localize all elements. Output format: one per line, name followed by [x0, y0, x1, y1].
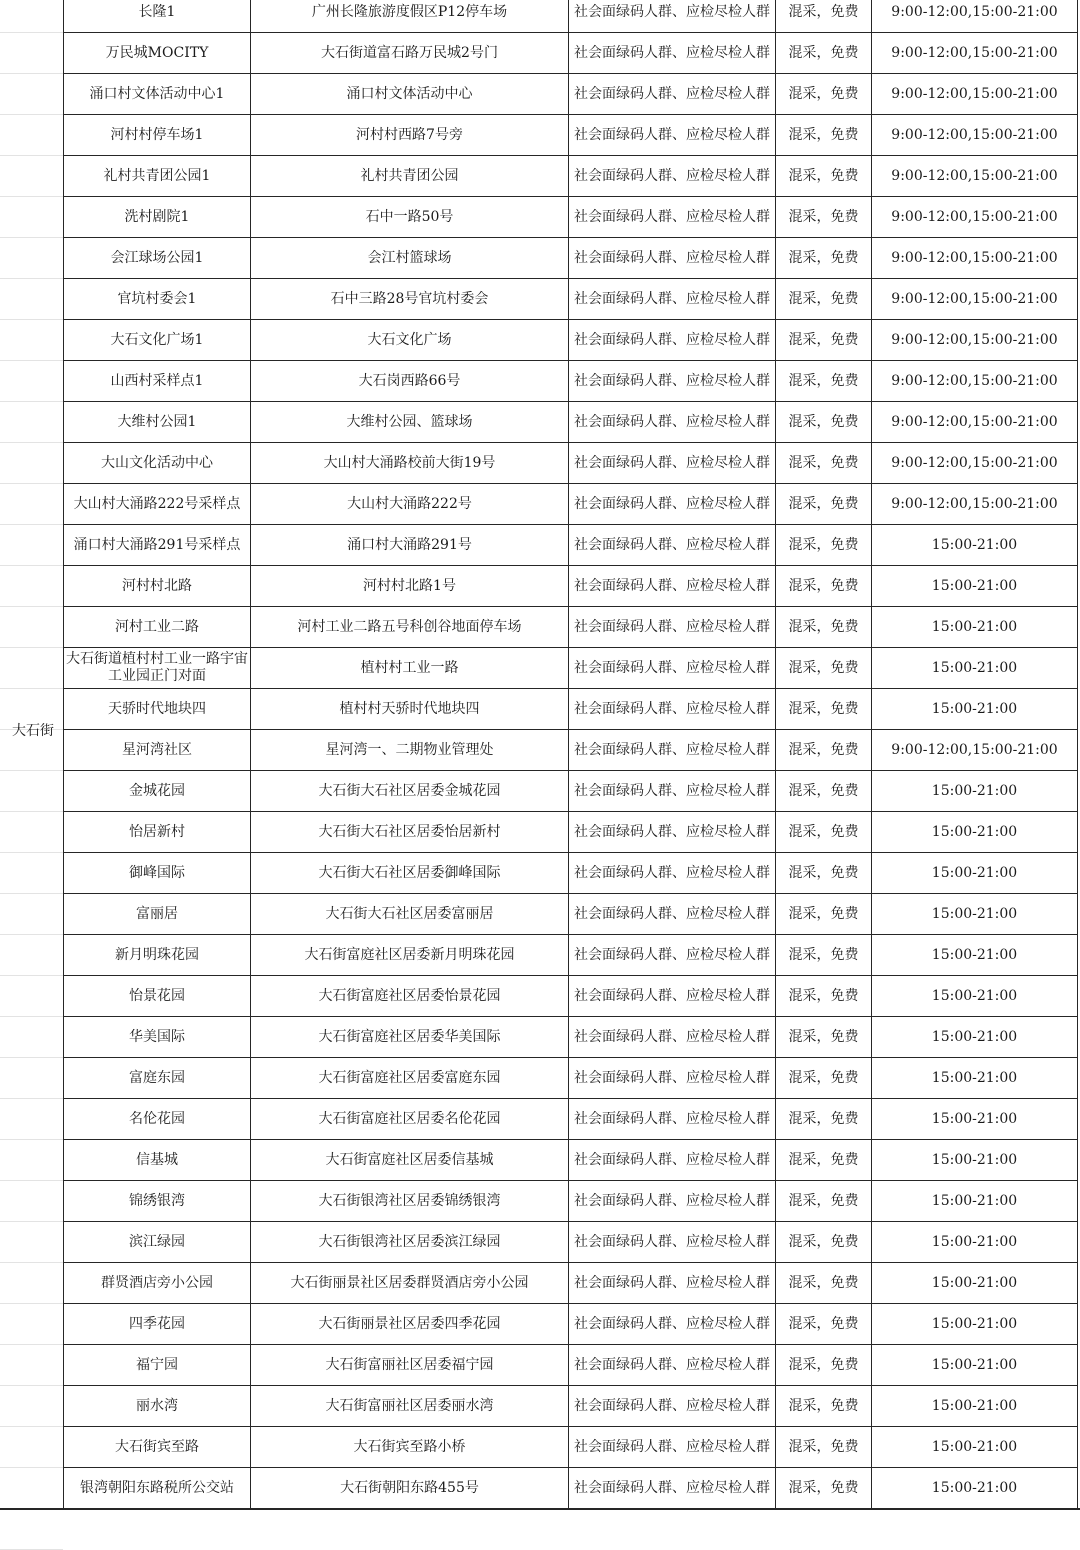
table-row	[64, 689, 1078, 730]
site-name-cell: 河村村停车场1	[64, 115, 251, 156]
address-cell: 大石街富庭社区居委怡景花园	[251, 976, 569, 1017]
hours-cell: 9:00-12:00,15:00-21:00	[872, 730, 1078, 771]
method-fee-cell: 混采，免费	[776, 648, 872, 689]
table-row	[64, 1468, 1078, 1509]
method-fee-cell: 混采，免费	[776, 566, 872, 607]
hours-cell: 15:00-21:00	[872, 607, 1078, 648]
sheet-gridline	[0, 1057, 63, 1058]
target-group-cell: 社会面绿码人群、应检尽检人群	[569, 648, 776, 689]
method-fee-cell: 混采，免费	[776, 689, 872, 730]
sheet-gridline	[0, 442, 63, 443]
target-group-cell: 社会面绿码人群、应检尽检人群	[569, 1181, 776, 1222]
sheet-gridline	[0, 319, 63, 320]
site-name-cell: 洗村剧院1	[64, 197, 251, 238]
method-fee-cell: 混采，免费	[776, 1263, 872, 1304]
hours-cell: 15:00-21:00	[872, 1468, 1078, 1509]
sheet-gridline	[0, 1016, 63, 1017]
hours-cell: 9:00-12:00,15:00-21:00	[872, 238, 1078, 279]
sheet-gridline	[0, 770, 63, 771]
target-group-cell: 社会面绿码人群、应检尽检人群	[569, 443, 776, 484]
site-name-cell: 会江球场公园1	[64, 238, 251, 279]
hours-cell: 15:00-21:00	[872, 1345, 1078, 1386]
target-group-cell: 社会面绿码人群、应检尽检人群	[569, 1099, 776, 1140]
sheet-gridline	[0, 688, 63, 689]
method-fee-cell: 混采，免费	[776, 894, 872, 935]
site-name-cell: 金城花园	[64, 771, 251, 812]
method-fee-cell: 混采，免费	[776, 1058, 872, 1099]
site-name-cell: 大山文化活动中心	[64, 443, 251, 484]
site-name-cell: 怡居新村	[64, 812, 251, 853]
target-group-cell: 社会面绿码人群、应检尽检人群	[569, 484, 776, 525]
sheet-gridline	[0, 852, 63, 853]
site-name-cell: 大山村大涌路222号采样点	[64, 484, 251, 525]
sheet-gridline	[0, 483, 63, 484]
address-cell: 河村村北路1号	[251, 566, 569, 607]
target-group-cell: 社会面绿码人群、应检尽检人群	[569, 361, 776, 402]
site-name-cell: 怡景花园	[64, 976, 251, 1017]
sheet-gridline	[0, 360, 63, 361]
sheet-gridline	[0, 1098, 63, 1099]
sheet-gridline	[0, 237, 63, 238]
sheet-gridline	[0, 32, 63, 33]
sheet-gridline	[0, 647, 63, 648]
sheet-gridline	[0, 893, 63, 894]
method-fee-cell: 混采，免费	[776, 730, 872, 771]
target-group-cell: 社会面绿码人群、应检尽检人群	[569, 1058, 776, 1099]
sheet-gridline	[0, 975, 63, 976]
method-fee-cell: 混采，免费	[776, 33, 872, 74]
method-fee-cell: 混采，免费	[776, 279, 872, 320]
sheet-gridline	[0, 524, 63, 525]
hours-cell: 15:00-21:00	[872, 566, 1078, 607]
site-name-cell: 华美国际	[64, 1017, 251, 1058]
hours-cell: 15:00-21:00	[872, 976, 1078, 1017]
address-cell: 石中三路28号官坑村委会	[251, 279, 569, 320]
hours-cell: 15:00-21:00	[872, 1017, 1078, 1058]
target-group-cell: 社会面绿码人群、应检尽检人群	[569, 279, 776, 320]
method-fee-cell: 混采，免费	[776, 935, 872, 976]
hours-cell: 15:00-21:00	[872, 1140, 1078, 1181]
address-cell: 大石街大石社区居委御峰国际	[251, 853, 569, 894]
address-cell: 大石街大石社区居委金城花园	[251, 771, 569, 812]
site-name-cell: 涌口村大涌路291号采样点	[64, 525, 251, 566]
site-name-cell: 礼村共青团公园1	[64, 156, 251, 197]
sheet-gridline	[0, 1467, 63, 1468]
hours-cell: 9:00-12:00,15:00-21:00	[872, 402, 1078, 443]
address-cell: 河村村西路7号旁	[251, 115, 569, 156]
site-name-cell: 星河湾社区	[64, 730, 251, 771]
sheet-gridline	[0, 565, 63, 566]
hours-cell: 15:00-21:00	[872, 812, 1078, 853]
site-name-cell: 大石街宾至路	[64, 1427, 251, 1468]
target-group-cell: 社会面绿码人群、应检尽检人群	[569, 320, 776, 361]
table-row	[64, 935, 1078, 976]
hours-cell: 15:00-21:00	[872, 894, 1078, 935]
hours-cell: 15:00-21:00	[872, 689, 1078, 730]
target-group-cell: 社会面绿码人群、应检尽检人群	[569, 1345, 776, 1386]
hours-cell: 15:00-21:00	[872, 1263, 1078, 1304]
hours-cell: 15:00-21:00	[872, 935, 1078, 976]
method-fee-cell: 混采，免费	[776, 402, 872, 443]
address-cell: 大石街银湾社区居委锦绣银湾	[251, 1181, 569, 1222]
table-row	[64, 0, 1078, 33]
hours-cell: 15:00-21:00	[872, 771, 1078, 812]
site-name-cell: 河村工业二路	[64, 607, 251, 648]
site-name-cell: 富庭东园	[64, 1058, 251, 1099]
address-cell: 石中一路50号	[251, 197, 569, 238]
hours-cell: 9:00-12:00,15:00-21:00	[872, 0, 1078, 33]
hours-cell: 9:00-12:00,15:00-21:00	[872, 156, 1078, 197]
sheet-gridline	[0, 278, 63, 279]
sheet-gridline	[0, 1139, 63, 1140]
sheet-gridline	[0, 1385, 63, 1386]
method-fee-cell: 混采，免费	[776, 1222, 872, 1263]
method-fee-cell: 混采，免费	[776, 115, 872, 156]
address-cell: 大石街富庭社区居委富庭东园	[251, 1058, 569, 1099]
site-name-cell: 山西村采样点1	[64, 361, 251, 402]
method-fee-cell: 混采，免费	[776, 1181, 872, 1222]
table-row	[64, 115, 1078, 156]
target-group-cell: 社会面绿码人群、应检尽检人群	[569, 115, 776, 156]
address-cell: 植村村天骄时代地块四	[251, 689, 569, 730]
target-group-cell: 社会面绿码人群、应检尽检人群	[569, 1427, 776, 1468]
site-name-cell: 名伦花园	[64, 1099, 251, 1140]
method-fee-cell: 混采，免费	[776, 320, 872, 361]
address-cell: 大石街富庭社区居委华美国际	[251, 1017, 569, 1058]
site-name-cell: 大石街道植村村工业一路宇宙工业园正门对面	[64, 648, 251, 689]
address-cell: 涌口村文体活动中心	[251, 74, 569, 115]
table-row	[64, 771, 1078, 812]
address-cell: 大石街朝阳东路455号	[251, 1468, 569, 1509]
sheet-gridline	[0, 155, 63, 156]
bottom-border	[0, 1508, 1080, 1510]
table-row	[64, 1140, 1078, 1181]
hours-cell: 15:00-21:00	[872, 1181, 1078, 1222]
hours-cell: 15:00-21:00	[872, 1058, 1078, 1099]
address-cell: 大石街宾至路小桥	[251, 1427, 569, 1468]
sheet-gridline	[0, 73, 63, 74]
hours-cell: 9:00-12:00,15:00-21:00	[872, 279, 1078, 320]
address-cell: 植村村工业一路	[251, 648, 569, 689]
table-row	[64, 1345, 1078, 1386]
address-cell: 大维村公园、篮球场	[251, 402, 569, 443]
table-row	[64, 853, 1078, 894]
target-group-cell: 社会面绿码人群、应检尽检人群	[569, 33, 776, 74]
address-cell: 大石街丽景社区居委四季花园	[251, 1304, 569, 1345]
target-group-cell: 社会面绿码人群、应检尽检人群	[569, 812, 776, 853]
table-row	[64, 1099, 1078, 1140]
target-group-cell: 社会面绿码人群、应检尽检人群	[569, 976, 776, 1017]
target-group-cell: 社会面绿码人群、应检尽检人群	[569, 566, 776, 607]
hours-cell: 9:00-12:00,15:00-21:00	[872, 74, 1078, 115]
hours-cell: 9:00-12:00,15:00-21:00	[872, 115, 1078, 156]
table-body	[64, 0, 1078, 1509]
target-group-cell: 社会面绿码人群、应检尽检人群	[569, 74, 776, 115]
address-cell: 大石街大石社区居委富丽居	[251, 894, 569, 935]
target-group-cell: 社会面绿码人群、应检尽检人群	[569, 771, 776, 812]
table-row	[64, 156, 1078, 197]
target-group-cell: 社会面绿码人群、应检尽检人群	[569, 894, 776, 935]
sheet-gridline	[0, 196, 63, 197]
hours-cell: 15:00-21:00	[872, 1427, 1078, 1468]
method-fee-cell: 混采，免费	[776, 74, 872, 115]
address-cell: 星河湾一、二期物业管理处	[251, 730, 569, 771]
site-name-cell: 河村村北路	[64, 566, 251, 607]
sheet-gridline	[0, 1426, 63, 1427]
method-fee-cell: 混采，免费	[776, 607, 872, 648]
target-group-cell: 社会面绿码人群、应检尽检人群	[569, 0, 776, 33]
table-row	[64, 1181, 1078, 1222]
method-fee-cell: 混采，免费	[776, 361, 872, 402]
table-row	[64, 1222, 1078, 1263]
hours-cell: 15:00-21:00	[872, 1222, 1078, 1263]
method-fee-cell: 混采，免费	[776, 812, 872, 853]
method-fee-cell: 混采，免费	[776, 238, 872, 279]
site-name-cell: 长隆1	[64, 0, 251, 33]
site-name-cell: 大石文化广场1	[64, 320, 251, 361]
site-name-cell: 信基城	[64, 1140, 251, 1181]
table-row	[64, 279, 1078, 320]
hours-cell: 9:00-12:00,15:00-21:00	[872, 33, 1078, 74]
site-name-cell: 群贤酒店旁小公园	[64, 1263, 251, 1304]
site-name-cell: 银湾朝阳东路税所公交站	[64, 1468, 251, 1509]
table-row	[64, 566, 1078, 607]
hours-cell: 15:00-21:00	[872, 525, 1078, 566]
sheet-gridline	[0, 1180, 63, 1181]
hours-cell: 9:00-12:00,15:00-21:00	[872, 484, 1078, 525]
method-fee-cell: 混采，免费	[776, 525, 872, 566]
hours-cell: 15:00-21:00	[872, 648, 1078, 689]
target-group-cell: 社会面绿码人群、应检尽检人群	[569, 607, 776, 648]
method-fee-cell: 混采，免费	[776, 853, 872, 894]
target-group-cell: 社会面绿码人群、应检尽检人群	[569, 1468, 776, 1509]
hours-cell: 9:00-12:00,15:00-21:00	[872, 197, 1078, 238]
address-cell: 大石文化广场	[251, 320, 569, 361]
address-cell: 大石街道富石路万民城2号门	[251, 33, 569, 74]
address-cell: 涌口村大涌路291号	[251, 525, 569, 566]
hours-cell: 15:00-21:00	[872, 1386, 1078, 1427]
table-row	[64, 74, 1078, 115]
target-group-cell: 社会面绿码人群、应检尽检人群	[569, 156, 776, 197]
table-row	[64, 1304, 1078, 1345]
target-group-cell: 社会面绿码人群、应检尽检人群	[569, 935, 776, 976]
method-fee-cell: 混采，免费	[776, 197, 872, 238]
address-cell: 广州长隆旅游度假区P12停车场	[251, 0, 569, 33]
table-row	[64, 33, 1078, 74]
address-cell: 大石街银湾社区居委滨江绿园	[251, 1222, 569, 1263]
address-cell: 大山村大涌路校前大街19号	[251, 443, 569, 484]
address-cell: 大山村大涌路222号	[251, 484, 569, 525]
method-fee-cell: 混采，免费	[776, 1140, 872, 1181]
table-row	[64, 1263, 1078, 1304]
target-group-cell: 社会面绿码人群、应检尽检人群	[569, 730, 776, 771]
hours-cell: 15:00-21:00	[872, 1304, 1078, 1345]
sheet-gridline	[0, 934, 63, 935]
table-row	[64, 1427, 1078, 1468]
hours-cell: 15:00-21:00	[872, 853, 1078, 894]
method-fee-cell: 混采，免费	[776, 1386, 872, 1427]
target-group-cell: 社会面绿码人群、应检尽检人群	[569, 1304, 776, 1345]
sheet-gridline	[0, 1221, 63, 1222]
sheet-gridline	[0, 114, 63, 115]
target-group-cell: 社会面绿码人群、应检尽检人群	[569, 1263, 776, 1304]
target-group-cell: 社会面绿码人群、应检尽检人群	[569, 1386, 776, 1427]
sheet-gridline	[0, 606, 63, 607]
hours-cell: 15:00-21:00	[872, 1099, 1078, 1140]
address-cell: 大石街富丽社区居委丽水湾	[251, 1386, 569, 1427]
site-name-cell: 大维村公园1	[64, 402, 251, 443]
method-fee-cell: 混采，免费	[776, 771, 872, 812]
table-row	[64, 976, 1078, 1017]
table-row	[64, 607, 1078, 648]
sheet-gridline	[0, 1303, 63, 1304]
table-row	[64, 648, 1078, 689]
site-name-cell: 万民城MOCITY	[64, 33, 251, 74]
method-fee-cell: 混采，免费	[776, 0, 872, 33]
site-name-cell: 御峰国际	[64, 853, 251, 894]
site-name-cell: 新月明珠花园	[64, 935, 251, 976]
table-row	[64, 812, 1078, 853]
target-group-cell: 社会面绿码人群、应检尽检人群	[569, 1140, 776, 1181]
district-label: 大石街	[12, 723, 54, 739]
target-group-cell: 社会面绿码人群、应检尽检人群	[569, 197, 776, 238]
site-name-cell: 富丽居	[64, 894, 251, 935]
method-fee-cell: 混采，免费	[776, 156, 872, 197]
table-row	[64, 197, 1078, 238]
address-cell: 礼村共青团公园	[251, 156, 569, 197]
hours-cell: 9:00-12:00,15:00-21:00	[872, 320, 1078, 361]
site-name-cell: 滨江绿园	[64, 1222, 251, 1263]
table-row	[64, 320, 1078, 361]
table-row	[64, 1386, 1078, 1427]
method-fee-cell: 混采，免费	[776, 1017, 872, 1058]
site-name-cell: 官坑村委会1	[64, 279, 251, 320]
method-fee-cell: 混采，免费	[776, 1304, 872, 1345]
sheet-gridline	[0, 401, 63, 402]
sheet-gridline	[0, 811, 63, 812]
address-cell: 大石街富庭社区居委名伦花园	[251, 1099, 569, 1140]
address-cell: 会江村篮球场	[251, 238, 569, 279]
method-fee-cell: 混采，免费	[776, 1345, 872, 1386]
testing-sites-table	[63, 0, 1078, 1509]
site-name-cell: 丽水湾	[64, 1386, 251, 1427]
address-cell: 大石街富庭社区居委信基城	[251, 1140, 569, 1181]
hours-cell: 9:00-12:00,15:00-21:00	[872, 443, 1078, 484]
table-row	[64, 894, 1078, 935]
address-cell: 大石街大石社区居委怡居新村	[251, 812, 569, 853]
target-group-cell: 社会面绿码人群、应检尽检人群	[569, 238, 776, 279]
site-name-cell: 天骄时代地块四	[64, 689, 251, 730]
table-row	[64, 730, 1078, 771]
target-group-cell: 社会面绿码人群、应检尽检人群	[569, 402, 776, 443]
table-row	[64, 402, 1078, 443]
site-name-cell: 锦绣银湾	[64, 1181, 251, 1222]
table-row	[64, 443, 1078, 484]
target-group-cell: 社会面绿码人群、应检尽检人群	[569, 1222, 776, 1263]
table-row	[64, 1058, 1078, 1099]
method-fee-cell: 混采，免费	[776, 1099, 872, 1140]
sheet-gridline	[0, 1262, 63, 1263]
method-fee-cell: 混采，免费	[776, 443, 872, 484]
method-fee-cell: 混采，免费	[776, 1468, 872, 1509]
address-cell: 大石岗西路66号	[251, 361, 569, 402]
table-row	[64, 361, 1078, 402]
address-cell: 大石街丽景社区居委群贤酒店旁小公园	[251, 1263, 569, 1304]
table-row	[64, 484, 1078, 525]
table-row	[64, 238, 1078, 279]
table-row	[64, 525, 1078, 566]
target-group-cell: 社会面绿码人群、应检尽检人群	[569, 689, 776, 730]
site-name-cell: 福宁园	[64, 1345, 251, 1386]
method-fee-cell: 混采，免费	[776, 484, 872, 525]
hours-cell: 9:00-12:00,15:00-21:00	[872, 361, 1078, 402]
address-cell: 河村工业二路五号科创谷地面停车场	[251, 607, 569, 648]
site-name-cell: 四季花园	[64, 1304, 251, 1345]
sheet-gridline	[0, 1344, 63, 1345]
target-group-cell: 社会面绿码人群、应检尽检人群	[569, 853, 776, 894]
table-row	[64, 1017, 1078, 1058]
target-group-cell: 社会面绿码人群、应检尽检人群	[569, 525, 776, 566]
target-group-cell: 社会面绿码人群、应检尽检人群	[569, 1017, 776, 1058]
site-name-cell: 涌口村文体活动中心1	[64, 74, 251, 115]
method-fee-cell: 混采，免费	[776, 1427, 872, 1468]
address-cell: 大石街富庭社区居委新月明珠花园	[251, 935, 569, 976]
method-fee-cell: 混采，免费	[776, 976, 872, 1017]
address-cell: 大石街富丽社区居委福宁园	[251, 1345, 569, 1386]
